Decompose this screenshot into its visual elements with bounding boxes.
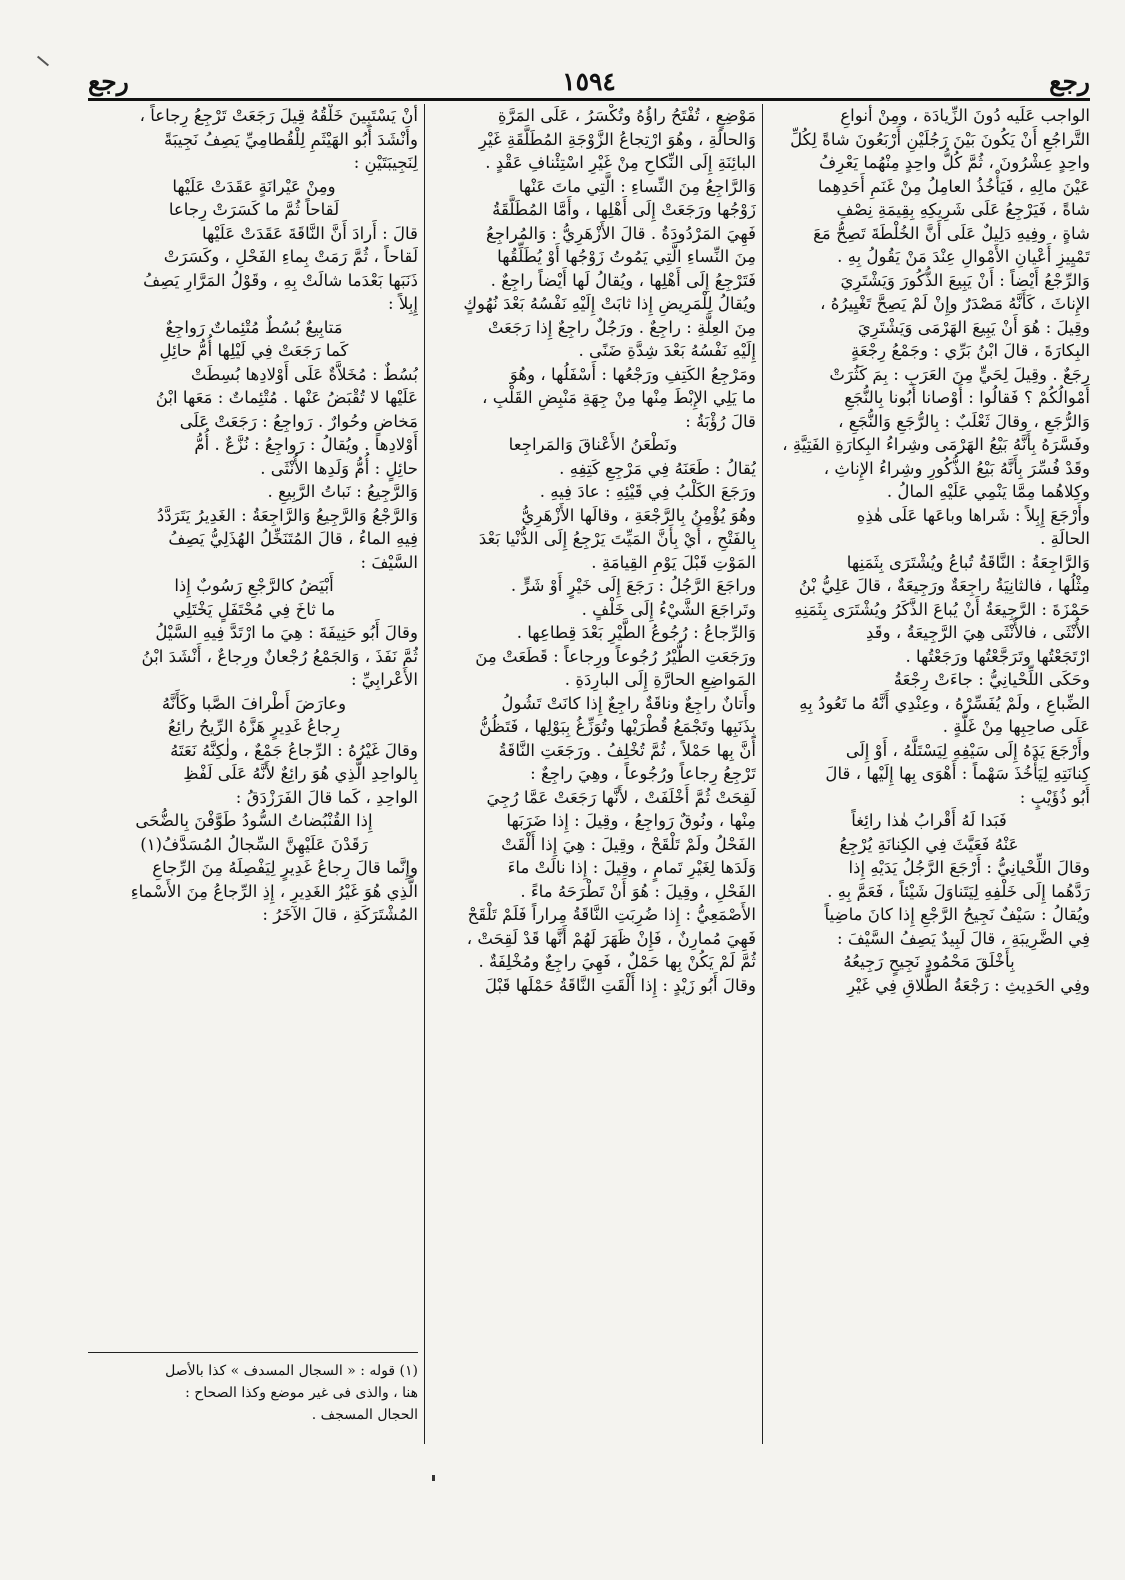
text-line: وَالرِّجاعُ : رُجُوعُ الطَّيْرِ بَعْدَ قِطاعِها .: [516, 623, 756, 642]
verse-line: بِأَخْلَقَ مَحْمُودٍ نَجِيحٍ رَجِيعُهُ: [843, 952, 1015, 971]
text-line: الَّذِي هُوَ غَيْرُ الغَدِيرِ ، إِذِ الرِّجاعُ مِنَ الأَسْماءِ: [130, 881, 418, 901]
column-right: [768, 104, 1090, 1444]
verse-line: رَقَدْنَ عَلَيْهِنَّ السِّجالُ المُسَدَّفُ(١): [140, 834, 368, 854]
verse-line: كَما رَجَعَتْ فِي لَيْلِها أُمُّ حائِلِ: [159, 341, 349, 360]
text-line: وقالَ أَبُو حَنِيفَةَ : هِيَ ما ارْتَدَّ فِيهِ السَّيْلُ: [155, 623, 418, 642]
text-line: كِنانَتِهِ لِيَأْخُذَ سَهْماً : أَهْوَى بِها إِلَيْها ، قالَ: [825, 764, 1090, 783]
text-line: تَرْجِعُ رِجاعاً ورُجُوعاً ، وهِيَ راجِعٌ :: [530, 764, 756, 783]
text-line: واحِدٍ عِشْرُونَ ، ثُمَّ كُلُّ واحِدٍ مِنْهُما يَعْرِفُ: [819, 153, 1090, 172]
text-line: فَهِيَ المَرْدُودَةُ . قالَ الأَزْهَرِيُّ : وَالمُراجِعُ: [486, 223, 756, 243]
text-line: لِنَجِيبَتَيْنِ :: [353, 153, 418, 172]
scan-mark: [37, 56, 49, 67]
column-middle: [430, 104, 756, 1444]
column-divider: [762, 104, 763, 1444]
page-header: [88, 64, 1090, 100]
text-line: الواحِدِ ، كَما قالَ الفَرَزْدَقُ :: [235, 787, 418, 807]
footnote: [90, 1360, 418, 1426]
text-line: قالَ : أَرادَ أَنَّ النَّاقَةَ عَقَدَتْ عَلَيْها: [202, 223, 418, 243]
scan-speck: [432, 1475, 435, 1481]
text-line: الأُنْثَى ، فالأُنْثَى هِيَ الرَّجِيعَةُ ، وقَدِ: [865, 623, 1090, 642]
text-line: وأَرْجَعَ يَدَهُ إِلَى سَيْفِهِ لِيَسْتَلَّهُ ، أَوْ إِلَى: [845, 740, 1090, 760]
page-number: ١٥٩٤: [562, 67, 616, 96]
text-line: ورَجَعَتِ الطَّيْرُ رُجُوعاً ورِجاعاً : قَطَعَتْ مِنَ: [475, 646, 756, 666]
text-line: وَالرِّجْعُ أَيْضاً : أَنْ يَبِيعَ الذُّكُورَ وَيَشْتَرِيَ: [840, 270, 1090, 290]
text-line: فِيهِ الماءُ ، قالَ المُتَنَخِّلُ الهُذَلِيُّ يَصِفُ: [168, 529, 418, 548]
text-line: أَنَّ بِها حَمْلاً ، ثُمَّ تُخْلِفُ . ورَجَعَتِ النَّاقَةُ: [498, 740, 756, 760]
column-left: [90, 104, 418, 1344]
text-line: مِنْها ، ونُوقٌ رَواجِعُ ، وقِيلَ : إِذا ضَرَبَها: [506, 811, 756, 830]
text-line: المَوْتِ قَبْلَ يَوْمِ القِيامَةِ .: [591, 552, 756, 572]
text-line: وإِنَّما قالَ رِجاعُ غَدِيرٍ لِيَفْصِلَهُ مِنَ الرِّجاعِ: [152, 858, 418, 877]
text-line: تَمْيِيزِ أَعْيانِ الأَمْوالِ عِنْدَ مَنْ يَقُولُ بِهِ .: [837, 247, 1090, 266]
text-line: الضِّباعِ ، ولَمْ يُفَسِّرْهُ ، وعِنْدِي أَنَّهُ ما تَعُودُ بِهِ: [799, 693, 1090, 713]
header-root-left: رجع: [88, 67, 129, 96]
header-rule: [88, 98, 1090, 101]
text-line: وقالَ أَبُو زَيْدٍ : إِذا أَلْقَتِ النَّاقَةُ حَمْلَها قَبْلَ: [484, 975, 756, 995]
text-line: عَلَى صاحِبِها مِنْ غَلَّةٍ .: [942, 717, 1090, 736]
text-line: الواجب عَلَيه دُونَ الزِّيادَة ، ومِنْ أَنواعِ: [840, 106, 1090, 125]
text-line: بِذَنَبِها وتَجْمَعُ قُطْرَيْها وتُوَزِّغُ بِبَوْلِها ، فَتَظُنُّ: [479, 717, 756, 736]
text-line: وفَسَّرَهُ بِأَنَّهُ بَيْعُ الهَرْمَى وشِراءُ البِكارَةِ الفَتِيَّةِ ،: [782, 435, 1090, 454]
verse-line: عَنْهُ فَعَيَّثَ فِي الكِنانَةِ يُرْجِعُ: [839, 834, 1019, 854]
text-line: عَلَيْها لا تُقْبَضُ عَنْها . مُتْئِماتٌ : مَعَها ابْنُ: [155, 388, 418, 407]
text-line: ثُمَّ نَفَذَ ، وَالجَمْعُ رُجْعانٌ ورِجاعٌ ، أَنْشَدَ ابْنُ: [141, 646, 418, 666]
footnote-line: (١) قوله : « السجال المسدف » كذا بالأصل: [165, 1363, 418, 1379]
text-line: شاةً ، فَيَرْجِعُ عَلَى شَرِيكِهِ بِقِيمَةِ نِصْفِ: [836, 200, 1090, 219]
verse-line: وعارَضَ أَطْرافَ الصَّبا وكَأَنَّهُ: [161, 693, 347, 713]
text-line: وأَنْشَدَ أَبُو الهَيْثَمِ لِلْقُطامِيِّ يَصِفُ نَجِيبَةً: [163, 129, 418, 149]
text-line: رِجَعٌ . وقِيلَ لِحَيٍّ مِنَ العَرَبِ : بِمَ كَثُرَتْ: [829, 364, 1090, 384]
footnote-rule: [88, 1352, 418, 1353]
header-root-right: رجع: [1049, 67, 1090, 96]
text-line: وقَدْ فُسِّرَ بِأَنَّهُ بَيْعُ الذُّكُورِ وشِراءُ الإِناثِ ،: [823, 458, 1090, 478]
text-line: مِنَ النِّساءِ الَّتِي يَمُوتُ زَوْجُها أَوْ يُطَلِّقُها: [497, 247, 756, 266]
text-line: ارْتَجَعْتُها وتَرَجَّعْتُها ورَجَعْتُها .: [905, 646, 1090, 666]
text-line: وَالرُّجَعِ ، وقالَ ثَعْلَبٌ : بِالرُّجَعِ وَالنُّجَعِ ،: [838, 411, 1090, 431]
verse-line: لَقاحاً ثُمَّ ما كَسَرَتْ رِجاعا: [168, 200, 340, 219]
text-line: أَوْلادِها . ويُقالُ : رَواجِعُ : نُزَّعٌ . أُمُّ: [194, 435, 418, 454]
text-line: المَواضِعِ الحارَّةِ إِلَى البارِدَةِ .: [564, 670, 756, 689]
text-line: وأَرْجَعَ إِبِلاً : شَراها وباعَها عَلَى هٰذِهِ: [856, 505, 1090, 525]
text-line: أَبُو ذُؤَيْبٍ :: [1019, 787, 1090, 807]
footnote-line: الحجال المسجف .: [311, 1407, 418, 1423]
text-line: قالَ رُؤْبَةُ :: [685, 411, 756, 431]
text-line: فِي الضَّرِيبَةِ ، قالَ لَبِيدٌ يَصِفُ السَّيْفَ :: [836, 928, 1090, 948]
text-line: التَّراجُعِ أَنْ يَكُونَ بَيْنَ رَجُلَيْنِ أَرْبَعُونَ شاةً لِكُلِّ: [790, 129, 1090, 149]
text-line: الفَحْلِ ، وقِيلَ : هُوَ أَنْ تَطْرَحَهُ ماءً .: [520, 881, 756, 901]
text-line: وكِلاهُما مِمَّا يَنْمِي عَلَيْهِ المالُ .: [886, 482, 1090, 501]
verse-line: أَبْيَضُ كالرَّجْعِ رَسُوبٌ إِذا: [174, 576, 334, 595]
text-line: البائِنَةِ إِلَى النِّكاحِ مِنْ غَيْرِ اسْتِئْنافِ عَقْدٍ .: [485, 153, 756, 172]
text-line: الإِناثَ ، كَأَنَّهُ مَصْدَرٌ وإِنْ لَمْ يَصِحَّ تَغْيِيرُهُ ،: [820, 294, 1090, 313]
text-line: فَهِيَ مُمارِنٌ ، فَإِنْ ظَهَرَ لَهُمْ أَنَّها قَدْ لَقِحَتْ ،: [466, 928, 756, 948]
text-line: ويُقالُ : سَيْفٌ نَجِيحُ الرَّجْعِ إِذا كانَ ماضِياً: [824, 905, 1090, 924]
text-line: الفَحْلُ ولَمْ تَلْقَحْ ، وقِيلَ : هِيَ إِذا أَلْقَتْ: [501, 834, 756, 854]
text-line: حائِلٍ : أُمُّ وَلَدِها الأُنْثَى .: [260, 458, 418, 478]
text-line: لَقاحاً ، ثُمَّ رَمَتْ بِماءِ الفَحْلِ ، وكَسَرَتْ: [163, 247, 418, 266]
verse-line: ومِنْ عَيْرانَةٍ عَقَدَتْ عَلَيْها: [172, 176, 336, 196]
text-line: أَمْوالُكُمْ ؟ فَقالُوا : أَوْصانا أَبُونا بِالنُّجَعِ: [844, 388, 1090, 407]
text-line: ذَنَبَها بَعْدَما شالَتْ بِهِ ، وقَوْلُ المَرَّارِ يَصِفُ: [143, 270, 418, 290]
text-line: ومَرْجِعُ الكَتِفِ ورَجْعُها : أَسْفَلُها ، وهُوَ: [509, 364, 756, 384]
text-line: وقالَ غَيْرُهُ : الرِّجاعُ جَمْعٌ ، ولٰكِنَّهُ نَعَتَهُ: [170, 740, 418, 760]
text-line: مَخاضٍ وحُوارٌ . رَواجِعُ : رَجَعَتْ عَلَى: [179, 411, 418, 431]
text-line: فَتَرْجِعُ إِلَى أَهْلِها ، ويُقالُ لَها أَيْضاً راجِعٌ .: [490, 270, 756, 290]
text-line: بُسُطٌ : مُخَلاَّةٌ عَلَى أَوْلادِها بُسِطَتْ: [190, 364, 418, 384]
text-line: أَنْ يَسْتَبِينَ خَلْقُهُ قِيلَ رَجَعَتْ تَرْجِعُ رِجاعاً ،: [139, 106, 418, 125]
verse-line: ما ثاخَ فِي مُحْتَفَلٍ يَخْتَلِي: [172, 599, 336, 619]
text-line: وراجَعَ الرَّجُلُ : رَجَعَ إِلَى خَيْرٍ أَوْ شَرٍّ .: [510, 576, 756, 595]
text-line: وَالرَّاجِعُ مِنَ النِّساءِ : الَّتِي ماتَ عَنْها: [518, 176, 756, 196]
text-line: الأَصْمَعِيُّ : إِذا ضُرِبَتِ النَّاقَةُ مِراراً فَلَمْ تَلْقَحْ: [467, 905, 756, 924]
text-line: وهُوَ يُؤْمِنُ بِالرَّجْعَةِ ، وقالَها الأَزْهَرِيُّ: [521, 505, 756, 525]
text-line: البِكارَةَ ، قالَ ابْنُ بَرِّي : وجَمْعُ رِجْعَةٍ: [850, 341, 1090, 360]
text-line: وفِي الحَدِيثِ : رَجْعَةُ الطَّلاقِ فِي غَيْرِ: [847, 975, 1090, 995]
text-line: وَالرَّاجِعَةُ : النَّاقَةُ تُباعُ ويُشْتَرَى بِثَمَنِها: [846, 552, 1090, 572]
text-line: ويُقالُ لِلْمَرِيضِ إِذا ثابَتْ إِلَيْهِ نَفْسُهُ بَعْدَ نُهُوكٍ: [463, 294, 756, 313]
text-line: مِنَ العِلَّةِ : راجِعٌ . ورَجُلٌ راجِعٌ إِذا رَجَعَتْ: [487, 317, 756, 337]
column-divider: [424, 104, 425, 1444]
text-line: ورَجَعَ الكَلْبُ فِي قَيْئِهِ : عادَ فِيهِ .: [539, 482, 756, 501]
text-line: مِثْلُها ، فالثانِيَةُ راجِعَةٌ ورَجِيعَةٌ ، قالَ عَلِيُّ بْنُ: [798, 576, 1090, 595]
text-line: بِالواحِدِ الَّذِي هُوَ رائِعٌ لأَنَّهُ عَلَى لَفْظِ: [183, 764, 418, 783]
text-line: وأَتانٌ راجِعٌ وناقَةٌ راجِعٌ إِذا كانَتْ تَشُولُ: [501, 693, 756, 713]
text-line: إِلَيْهِ نَفْسُهُ بَعْدَ شِدَّةِ ضَنًى .: [578, 341, 756, 360]
text-line: بِالفَتْحِ ، أَيْ بِأَنَّ المَيِّتَ يَرْجِعُ إِلَى الدُّنْيا بَعْدَ: [478, 529, 756, 548]
text-line: عَيْنَ مالِهِ ، فَيَأْخُذُ العامِلُ مِنْ غَنَمِ أَحَدِهِما: [817, 176, 1090, 196]
text-line: السَّيْفَ :: [360, 552, 418, 572]
text-line: وَلَدَها لِغَيْرِ تَمامٍ ، وقِيلَ : إِذا نالَتْ ماءَ: [507, 858, 756, 877]
verse-line: إِذا القُنْبُضاتُ السُّودُ طَوَّفْنَ بِالضُّحَى: [135, 811, 373, 830]
text-line: المُشْتَرَكَةِ ، قالَ الآخَرُ :: [262, 905, 418, 924]
verse-line: مَتابِيعٌ بُسُطٌ مُتْئِماتٌ رَواجِعٌ: [165, 317, 343, 337]
text-line: وحَكَى اللِّحْيانِيُّ : جاءَتْ رِجْعَةُ: [893, 670, 1090, 689]
verse-line: ونَطْعَنُ الأَعْناقَ وَالمَراجِعا: [508, 435, 678, 454]
text-line: ما يَلِي الإِبْطَ مِنْها مِنْ جِهَةِ مَنْبِضِ القَلْبِ ،: [482, 388, 756, 407]
footnote-line: هنا ، والذى فى غير موضع وكذا الصحاح :: [185, 1385, 418, 1401]
text-line: وَالرَّجِيعُ : نَباتُ الرَّبِيعِ .: [267, 482, 418, 501]
text-line: حَمْزَةَ : الرَّجِيعَةُ أَنْ يُباعَ الذَّكَرُ ويُشْتَرَى بِثَمَنِهِ: [794, 599, 1090, 619]
text-line: وقِيلَ : هُوَ أَنْ يَبِيعَ الهَرْمَى وَيَشْتَرِيَ: [857, 317, 1090, 337]
verse-line: رِجاعُ غَدِيرٍ هَزَّهُ الرِّيحُ رائِعُ: [167, 717, 341, 736]
text-line: لَقِحَتْ ثُمَّ أَخْلَفَتْ ، لأَنَّها رَجَعَتْ عَمَّا رُجِيَ: [486, 787, 756, 807]
text-line: وقالَ اللِّحْيانِيُّ : أَرْجَعَ الرَّجُلُ يَدَيْهِ إِذا: [848, 858, 1090, 877]
text-line: وَالحالَةِ ، وهُوَ ارْتِجاعُ الزَّوْجَةِ المُطَلَّقَةِ غَيْرِ: [478, 129, 756, 149]
text-line: زَوْجُها ورَجَعَتْ إِلَى أَهْلِها ، وأَمَّا المُطَلَّقَةُ: [492, 200, 756, 219]
text-line: الحالَةِ .: [1040, 529, 1090, 548]
text-line: وتَراجَعَ الشَّيْءُ إِلَى خَلْفٍ .: [581, 599, 756, 619]
text-line: الأَعْرابِيِّ :: [350, 670, 418, 689]
text-line: ثُمَّ لَمْ يَكُنْ بِها حَمْلٌ ، فَهِيَ راجِعٌ ومُخْلِفَةٌ .: [478, 952, 756, 971]
text-line: يُقالُ : طَعَنَهُ فِي مَرْجِعِ كَتِفِهِ .: [559, 458, 756, 478]
verse-line: فَبَدا لَهُ أَقْرابُ هٰذا رائِغاً: [851, 811, 1007, 830]
text-line: إِبِلاً :: [388, 294, 418, 313]
text-line: شاةٍ ، وفِيهِ دَلِيلٌ عَلَى أَنَّ الخُلْطَةَ تَصِحُّ مَعَ: [813, 223, 1090, 243]
text-line: وَالرَّجْعُ وَالرَّجِيعُ وَالرَّاجِعَةُ : الغَدِيرُ يَتَرَدَّدُ: [156, 505, 418, 525]
text-line: مَوْضِعٍ ، تُفْتَحُ راؤُهُ وتُكْسَرُ ، عَلَى المَرَّةِ: [497, 106, 756, 125]
text-line: رَدَّهُما إِلَى خَلْفِهِ لِيَتَناوَلَ شَيْئاً ، فَعَمَّ بِهِ .: [827, 881, 1090, 901]
